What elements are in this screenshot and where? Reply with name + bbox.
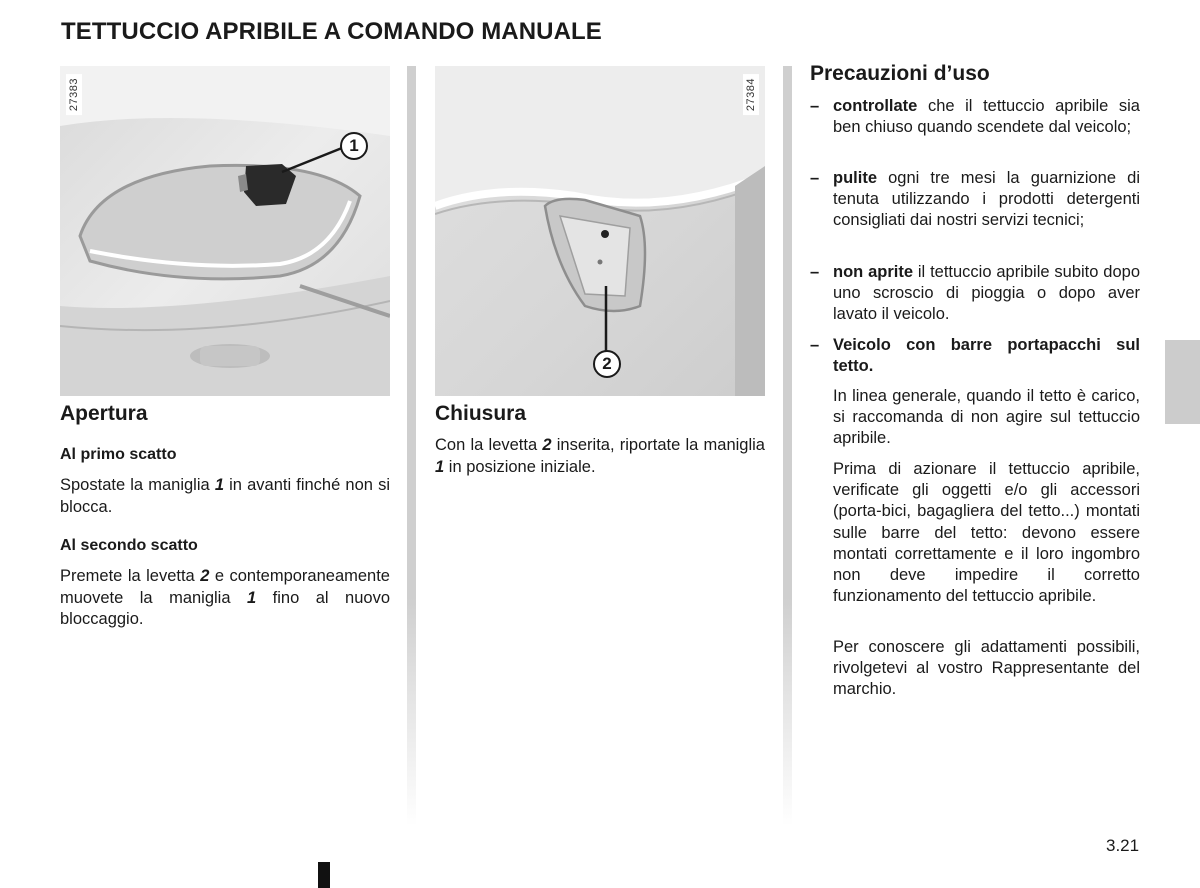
list-item: – controllate che il tettuccio apribile sia ben chiuso quando scendete dal veicolo; (810, 97, 1140, 137)
sub-paragraph: In linea generale, quando il tetto è carico, si raccomanda di non agire sul tettuccio apribile. (833, 387, 1140, 448)
sub-paragraph: Per conoscere gli adattamenti possibili, rivolgetevi al vostro Rappresentante del marchio. (833, 638, 1140, 699)
list-item: – Veicolo con barre portapacchi sul tetto. (810, 336, 1140, 376)
figure-sunroof-lever (435, 66, 765, 396)
figure-ref-number: 27384 (743, 74, 759, 115)
chiusura-text: Con la levetta 2 inserita, riportate la maniglia 1 in posizione iniziale. (435, 436, 765, 476)
list-dash: – (810, 169, 820, 187)
print-mark (318, 862, 330, 888)
column-divider-left (407, 66, 416, 826)
figure-sunroof-handle (60, 66, 390, 396)
chapter-tab (1165, 340, 1200, 424)
step1-heading: Al primo scatto (60, 446, 177, 463)
page-title: TETTUCCIO APRIBILE A COMANDO MANUALE (61, 18, 602, 45)
callout-1: 1 (340, 132, 368, 160)
section-heading-apertura: Apertura (60, 402, 148, 425)
sunroof-lever-illustration (435, 66, 765, 396)
list-dash: – (810, 263, 820, 281)
step2-heading: Al secondo scatto (60, 537, 198, 554)
callout-2: 2 (593, 350, 621, 378)
section-heading-precauzioni: Precauzioni d’uso (810, 62, 990, 85)
column-divider-right (783, 66, 792, 826)
sub-paragraph: Prima di azionare il tettuccio apribile, verificate gli oggetti e/o gli accessori (porta-bici, bagagliera del tetto...) montati sulle barre del tetto: devono essere montati correttamente e il loro ingombro non deve impedire il corretto funzionamento del tettuccio apribile. (833, 460, 1140, 606)
figure-ref-number: 27383 (66, 74, 82, 115)
section-heading-chiusura: Chiusura (435, 402, 527, 425)
list-item: – non aprite il tettuccio apribile subito dopo uno scroscio di pioggia o dopo aver lavato il veicolo. (810, 263, 1140, 324)
list-dash: – (810, 97, 820, 115)
list-item: – pulite ogni tre mesi la guarnizione di tenuta utilizzando i prodotti detergenti consigliati dai nostri servizi tecnici; (810, 169, 1140, 230)
page-number: 3.21 (1106, 836, 1140, 855)
sunroof-handle-illustration (60, 66, 390, 396)
list-dash: – (810, 336, 820, 354)
step1-text: Spostate la maniglia 1 in avanti finché non si blocca. (60, 476, 390, 516)
step2-text: Premete la levetta 2 e contemporaneamente muovete la maniglia 1 fino al nuovo bloccaggio. (60, 567, 391, 629)
